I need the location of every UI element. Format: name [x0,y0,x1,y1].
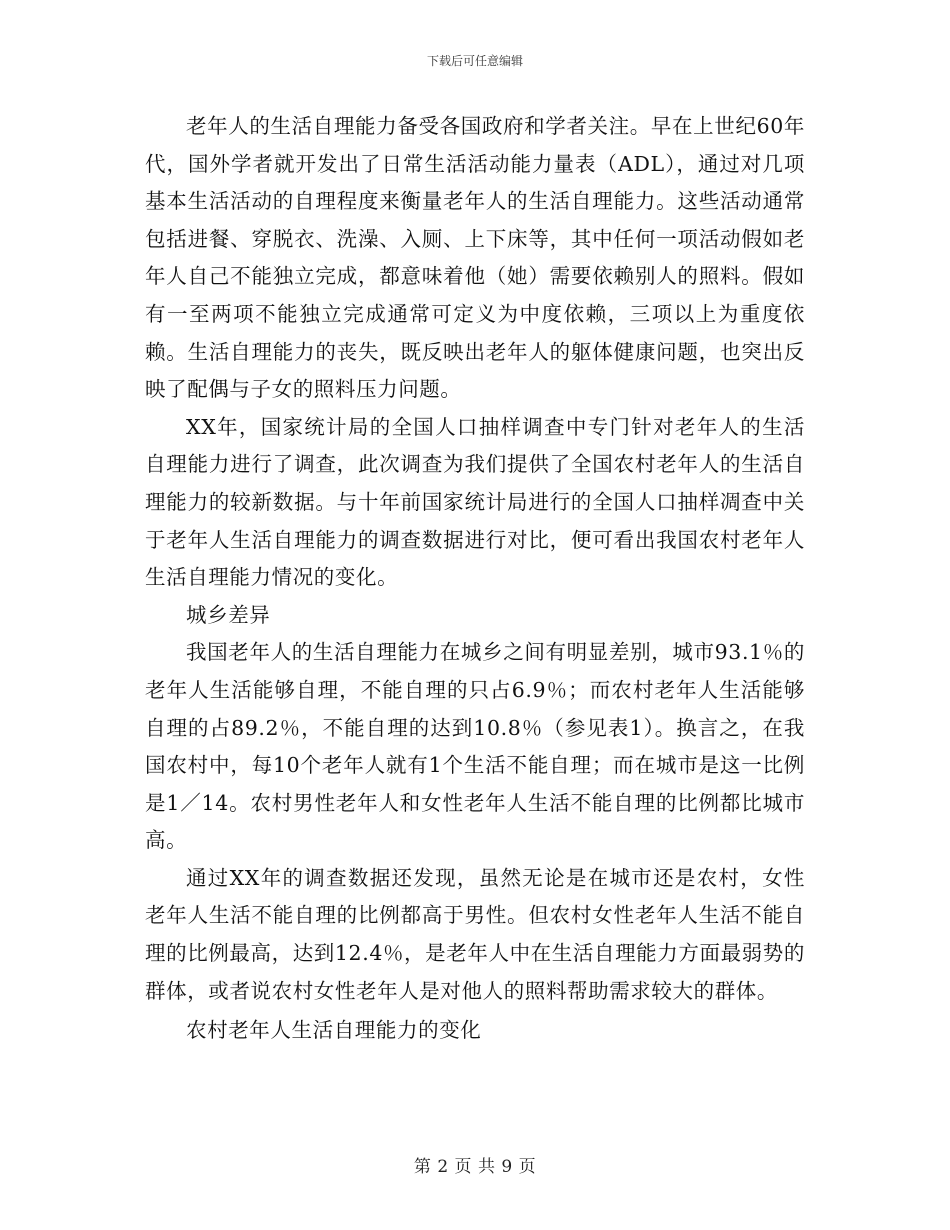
page-number: 第 2 页 共 9 页 [413,1157,537,1177]
paragraph-urban-rural-difference: 我国老年人的生活自理能力在城乡之间有明显差别，城市93.1％的老年人生活能够自理，不能自理的只占6.9％；而农村老年人生活能够自理的占89.2％，不能自理的达到10.8％（参见表1）。换言之，在我国农村中，每10个老年人就有1个生活不能自理；而在城市是这一比例是1／14。农村男性老年人和女性老年人生活不能自理的比例都比城市高。 [145,640,805,853]
document-body [145,108,805,1050]
paragraph-gender-difference: 通过XX年的调查数据还发现，虽然无论是在城市还是农村，女性老年人生活不能自理的比例都高于男性。但农村女性老年人生活不能自理的比例最高，达到12.4％，是老年人中在生活自理能力方面最弱势的群体，或者说农村女性老年人是对他人的照料帮助需求较大的群体。 [145,865,805,1003]
paragraph-survey: XX年，国家统计局的全国人口抽样调查中专门针对老年人的生活自理能力进行了调查，此次调查为我们提供了全国农村老年人的生活自理能力的较新数据。与十年前国家统计局进行的全国人口抽样凋查中关于老年人生活自理能力的调查数据进行对比，便可看出我国农村老年人生活自理能力情况的变化。 [145,414,805,590]
section-heading-urban-rural: 城乡差异 [186,602,271,627]
section-heading-rural-change: 农村老年人生活自理能力的变化 [186,1018,482,1043]
page-header: 下载后可任意编辑 [426,54,523,68]
paragraph-adl-intro: 老年人的生活自理能力备受各国政府和学者关注。早在上世纪60年代，国外学者就开发出了日常生活活动能力量表（ADL），通过对几项基本生活活动的自理程度来衡量老年人的生活自理能力。这些活动通常包括进餐、穿脱衣、洗澡、入厕、上下床等，其中任何一项活动假如老年人自己不能独立完成，都意味着他（她）需要依赖别人的照料。假如有一至两项不能独立完成通常可定义为中度依赖，三项以上为重度依赖。生活自理能力的丧失，既反映出老年人的躯体健康问题，也突出反映了配偶与子女的照料压力问题。 [145,114,805,402]
